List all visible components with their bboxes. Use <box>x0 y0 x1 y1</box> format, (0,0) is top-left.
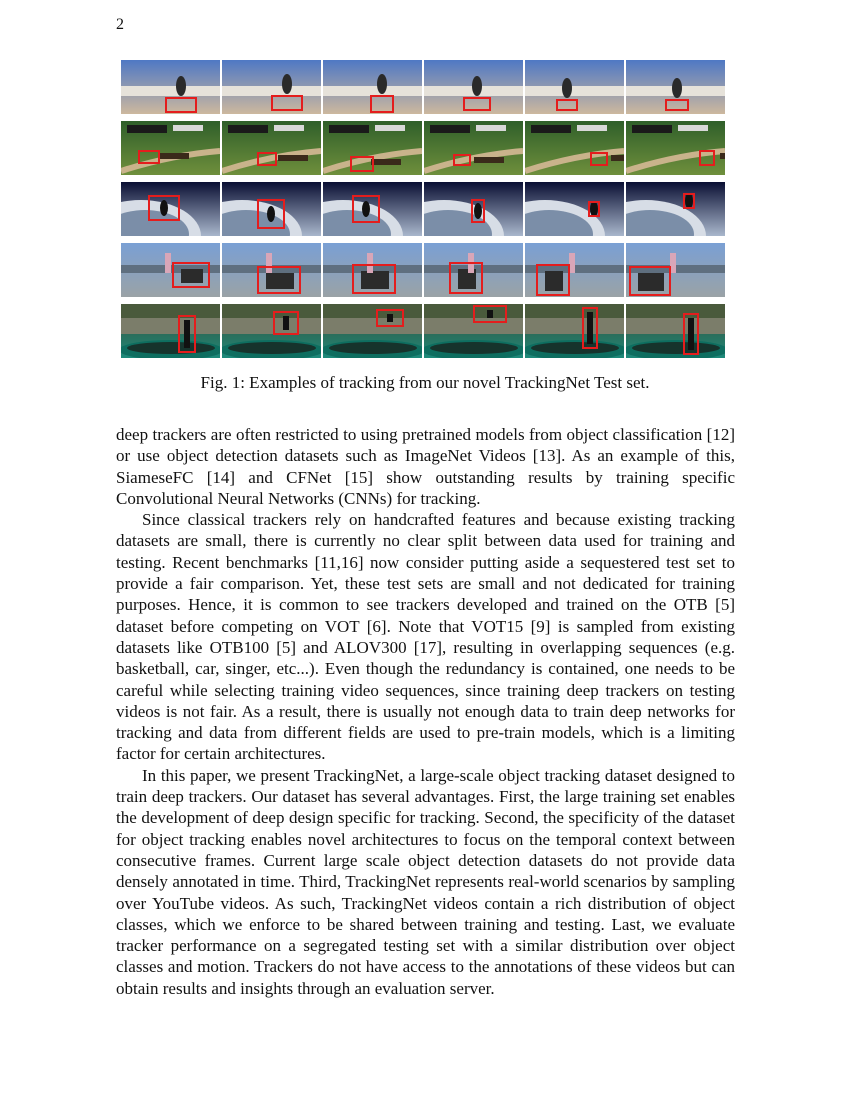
thumbnail-skydiver-space-6 <box>626 182 725 236</box>
thumbnail-horse-race-1 <box>121 121 220 175</box>
thumbnail-motorcycle-2 <box>222 243 321 297</box>
paragraph-3: In this paper, we present TrackingNet, a large-scale object tracking dataset designed to train deep trackers. Our dataset has several advantages. First, the large training set enables the development of deep design specific for tracking. Second, the specificity of the dataset for object tracking enables novel architectures to focus on the temporal context between consecutive frames. Current large scale object detection datasets do not provide data densely annotated in time. Third, TrackingNet represents real-world scenarios by sampling over YouTube videos. As such, TrackingNet videos contain a rich distribution of object classes, which we enforce to be shared between training and testing. Last, we evaluate tracker performance on a segregated testing set with a similar distribution over object classes and motion. Trackers do not have access to the annotations of these videos but can obtain results and insights through an evaluation server. <box>116 765 735 998</box>
thumbnail-horse-race-5 <box>525 121 624 175</box>
thumbnail-skateboarder-3 <box>323 60 422 114</box>
thumbnail-skydiver-space-1 <box>121 182 220 236</box>
thumbnail-horse-race-3 <box>323 121 422 175</box>
thumbnail-motorcycle-3 <box>323 243 422 297</box>
body-text <box>116 424 735 999</box>
thumbnail-skydiver-space-3 <box>323 182 422 236</box>
thumbnail-motorcycle-6 <box>626 243 725 297</box>
paragraph-2: Since classical trackers rely on handcrafted features and because existing tracking datasets are small, there is currently no clear split between data used for training and testing. Recent benchmarks [11,16] now consider putting aside a sequestered test set to provide a fair comparison. Yet, these test sets are small and not dedicated for training purposes. Hence, it is common to see trackers developed and trained on the OTB [5] dataset before competing on VOT [6]. Note that VOT15 [9] is sampled from existing datasets like OTB100 [5] and ALOV300 [17], resulting in overlapping sequences (e.g. basketball, car, singer, etc...). Even though the redundancy is contained, one needs to be careful while selecting training video sequences, since training deep trackers on testing videos is not fair. As a result, there is usually not enough data to train deep networks for tracking and data from different fields are used to pre-train models, which is a limiting factor for certain architectures. <box>116 510 735 764</box>
thumbnail-trampoline-1 <box>121 304 220 358</box>
thumbnail-skateboarder-4 <box>424 60 523 114</box>
thumbnail-trampoline-4 <box>424 304 523 358</box>
thumbnail-skateboarder-1 <box>121 60 220 114</box>
thumbnail-skydiver-space-5 <box>525 182 624 236</box>
thumbnail-skateboarder-5 <box>525 60 624 114</box>
figure-image-grid <box>121 60 728 358</box>
thumbnail-trampoline-6 <box>626 304 725 358</box>
thumbnail-trampoline-5 <box>525 304 624 358</box>
figure-caption: Fig. 1: Examples of tracking from our novel TrackingNet Test set. <box>200 373 650 392</box>
thumbnail-skateboarder-2 <box>222 60 321 114</box>
thumbnail-horse-race-2 <box>222 121 321 175</box>
thumbnail-motorcycle-5 <box>525 243 624 297</box>
thumbnail-motorcycle-1 <box>121 243 220 297</box>
thumbnail-skateboarder-6 <box>626 60 725 114</box>
thumbnail-skydiver-space-2 <box>222 182 321 236</box>
thumbnail-trampoline-2 <box>222 304 321 358</box>
thumbnail-skydiver-space-4 <box>424 182 523 236</box>
thumbnail-motorcycle-4 <box>424 243 523 297</box>
thumbnail-horse-race-4 <box>424 121 523 175</box>
paragraph-1: deep trackers are often restricted to using pretrained models from object classification [12] or use object detection datasets such as ImageNet Videos [13]. As an example of this, SiameseFC [14] and CFNet [15] show outstanding results by training specific Convolutional Neural Networks (CNNs) for tracking. <box>116 425 735 508</box>
thumbnail-horse-race-6 <box>626 121 725 175</box>
page-number: 2 <box>116 16 124 33</box>
thumbnail-trampoline-3 <box>323 304 422 358</box>
